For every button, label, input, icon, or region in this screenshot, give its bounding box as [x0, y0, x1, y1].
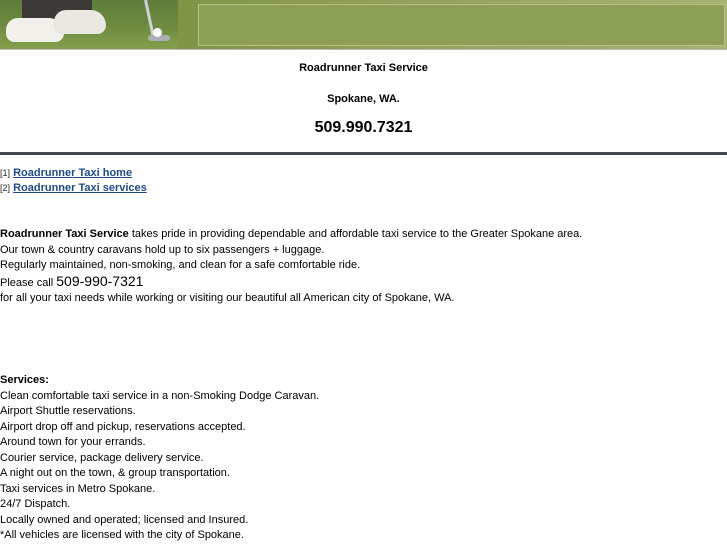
service-item: A night out on the town, & group transportation. [0, 467, 230, 479]
service-item: Airport drop off and pickup, reservations accepted. [0, 420, 246, 433]
service-item: *All vehicles are licensed with the city of Spokane. [0, 529, 244, 541]
service-item: Courier service, package delivery service. [0, 451, 204, 464]
nav-item-services [0, 181, 147, 196]
service-item: 24/7 Dispatch. [0, 498, 71, 510]
golf-shoe-right [54, 10, 106, 34]
service-item: Clean comfortable taxi service in a non-Smoking Dodge Caravan. [0, 389, 320, 402]
header-divider [0, 152, 727, 155]
intro-line-2: Our town & country caravans hold up to six passengers + luggage. [0, 243, 325, 256]
call-prefix: Please call [0, 276, 57, 289]
intro-line-1 [0, 227, 582, 243]
service-item: Around town for your errands. [0, 436, 146, 448]
golf-ball [153, 28, 162, 37]
services-section [0, 373, 319, 544]
banner-inset-panel [198, 4, 725, 46]
business-phone: 509.990.7321 [314, 119, 413, 136]
nav-links [0, 166, 147, 196]
nav-number: [1] [0, 168, 11, 178]
link-taxi-home[interactable]: Roadrunner Taxi home [13, 167, 133, 179]
services-heading-text: Services: [0, 374, 49, 386]
link-taxi-services[interactable]: Roadrunner Taxi services [13, 182, 147, 194]
business-name: Roadrunner Taxi Service [299, 62, 428, 74]
intro-lead-rest: takes pride in providing dependable and affordable taxi service to the Greater Spokane area. [128, 228, 583, 240]
service-item: Locally owned and operated; licensed and Insured. [0, 513, 249, 526]
header-banner [0, 0, 727, 50]
intro-lead-bold: Roadrunner Taxi Service [0, 228, 129, 240]
nav-number: [2] [0, 183, 11, 193]
service-item: Taxi services in Metro Spokane. [0, 482, 156, 495]
service-item: Airport Shuttle reservations. [0, 405, 136, 417]
intro-section [0, 227, 582, 307]
intro-line-5: for all your taxi needs while working or visiting our beautiful all American city of Spokane, WA. [0, 292, 455, 304]
call-phone: 509-990-7321 [56, 272, 144, 289]
business-city: Spokane, WA. [327, 93, 400, 105]
nav-item-home [0, 166, 147, 181]
intro-call-line [0, 274, 582, 292]
intro-line-3: Regularly maintained, non-smoking, and clean for a safe comfortable ride. [0, 259, 361, 271]
golf-photo [0, 0, 178, 49]
services-heading [0, 373, 319, 389]
